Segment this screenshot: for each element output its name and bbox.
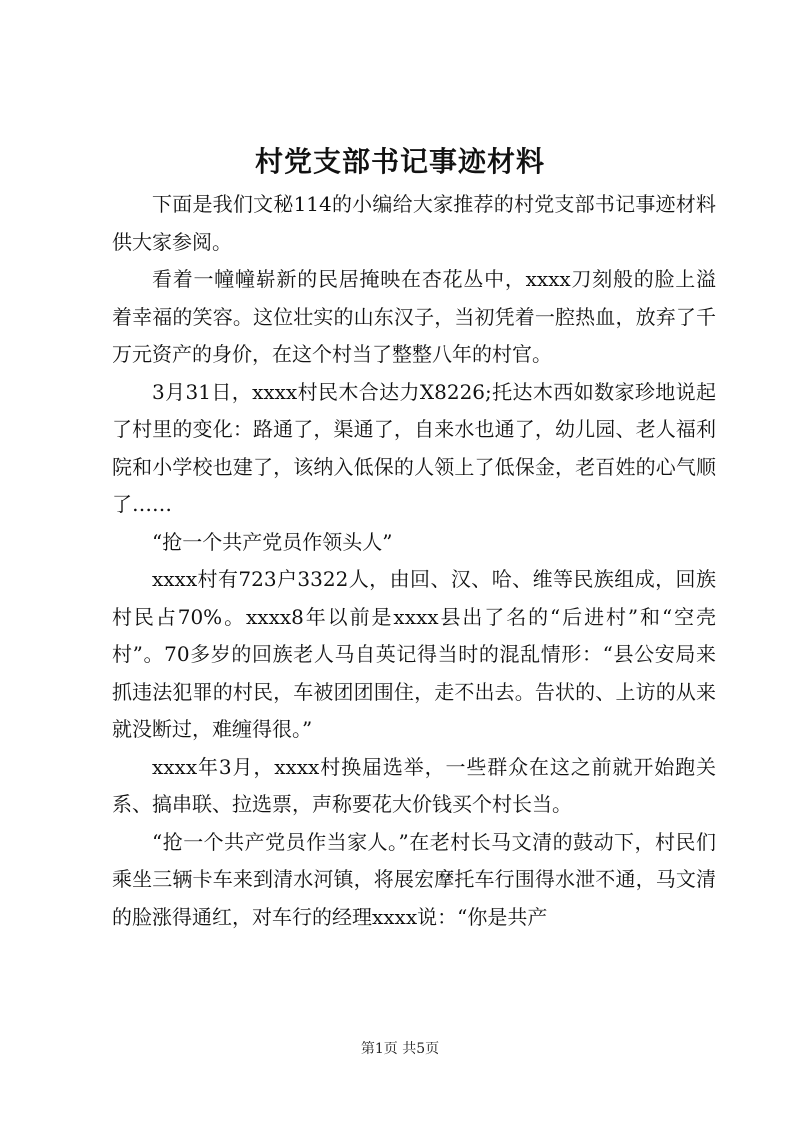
document-title: 村党支部书记事迹材料 <box>254 145 545 178</box>
paragraph-village-view: 看着一幢幢崭新的民居掩映在杏花丛中，xxxx刀刻般的脸上溢着幸福的笑容。这位壮实的山东汉子，当初凭着一腔热血，放弃了千万元资产的身价，在这个村当了整整八年的村官。 <box>112 267 716 366</box>
paragraph-election: xxxx年3月，xxxx村换届选举，一些群众在这之前就开始跑关系、搞串联、拉选票，声称要花大价钱买个村长当。 <box>112 754 716 816</box>
page-number-footer: 第1页 共5页 <box>360 1041 440 1057</box>
section-heading: “抢一个共产党员作领头人” <box>152 529 393 554</box>
paragraph-villager-account: 3月31日，xxxx村民木合达力X8226;托达木西如数家珍地说起了村里的变化：路通了，渠通了，自来水也通了，幼儿园、老人福利院和小学校也建了，该纳入低保的人领上了低保金，老百姓的心气顺了…… <box>112 379 716 516</box>
paragraph-leader-request: “抢一个共产党员作当家人。”在老村长马文清的鼓动下，村民们乘坐三辆卡车来到清水河镇，将展宏摩托车行围得水泄不通，马文清的脸涨得通红，对车行的经理xxxx说：“你是共产 <box>112 829 716 929</box>
paragraph-village-history: xxxx村有723户3322人，由回、汉、哈、维等民族组成，回族村民占70%。xxxx8年以前是xxxx县出了名的“后进村”和“空壳村”。70多岁的回族老人马自英记得当时的混乱情形：“县公安局来抓违法犯罪的村民，车被团团围住，走不出去。告状的、上访的从来就没断过，难缠得很。” <box>112 567 716 741</box>
paragraph-intro: 下面是我们文秘114的小编给大家推荐的村党支部书记事迹材料供大家参阅。 <box>112 192 716 254</box>
document-body <box>112 186 716 936</box>
